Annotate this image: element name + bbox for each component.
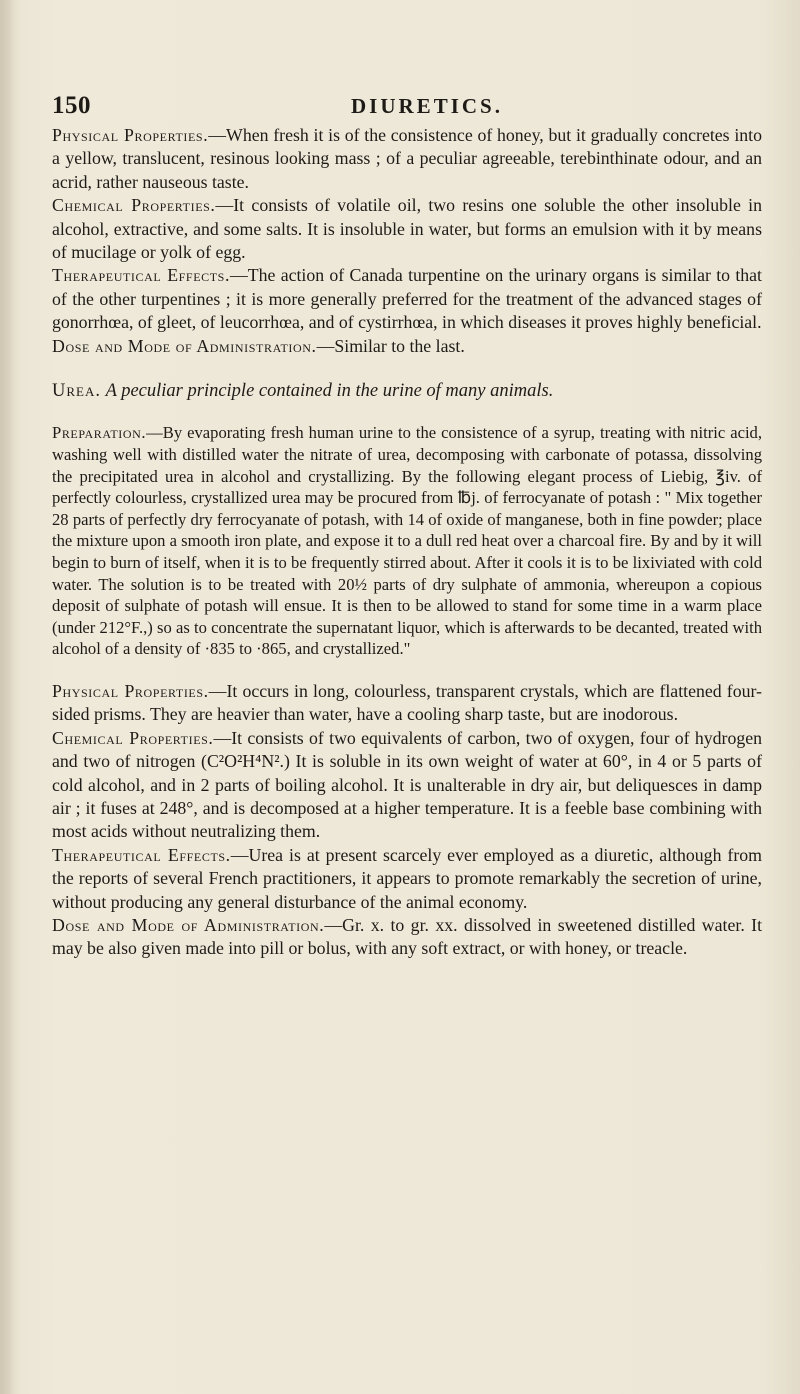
urea-title [52,380,762,403]
section-heading: Chemical Properties. [52,195,216,216]
urea-definition: A peculiar principle contained in the urine of many animals. [105,381,554,402]
section-text: —When fresh it is of the consistence of honey, but it gradually concretes into a yellow, translucent, resinous looking mass ; of a peculiar agreeable, terebinthinate odour, and an acrid, rather nauseous taste. [52,125,762,192]
section-heading: Chemical Properties. [52,727,214,748]
section-text: —It consists of two equivalents of carbon, two of oxygen, four of hydrogen and two of nitrogen (C²O²H⁴N².) It is soluble in its own weight of water at 60°, in 4 or 5 parts of cold alcohol, and in 2 parts of boiling alcohol. It is unalterable in dry air, but deliquesces in damp air ; it fuses at 248°, and is decomposed at a higher temperature. It is a feeble base combining with most acids without neutralizing them. [52,727,763,842]
section-heading: Physical Properties. [52,125,209,145]
section-text: —By evaporating fresh human urine to the consistence of a syrup, treating with nitric acid, washing well with distilled water the nitrate of urea, decomposing with carbonate of potassa, dissolving the precipitated urea in alcohol and crystallizing. By the following elegant process of Liebig, ℥iv. of perfectly colourless, crystallized urea may be procured from ℔j. of ferrocyanate of potash : " Mix together 28 parts of perfectly dry ferrocyanate of potash, with 14 of oxide of manganese, both in fine powder; place the mixture upon a smooth iron plate, and expose it to a dull red heat over a charcoal fire. By and by it will begin to burn of itself, when it is to be frequently stirred about. After it cools it is to be lixiviated with cold water. The solution is to be treated with 20½ parts of dry sulphate of ammonia, whereupon a copious deposit of sulphate of potash will ensue. It is then to be allowed to stand for some time in a warm place (under 212°F.,) so as to concentrate the supernatant liquor, which is afterwards to be decanted, treated with alcohol of a density of ·835 to ·865, and crystallized." [52,423,762,659]
urea-name: Urea. [52,381,101,402]
turpentine-therapeutical-effects [52,264,762,334]
turpentine-dose [52,335,762,358]
running-head-text: DIURETICS. [351,94,503,118]
section-heading: Dose and Mode of Administration. [52,335,317,356]
section-heading: Preparation. [52,423,147,443]
turpentine-chemical-properties [52,194,762,264]
section-text: —Urea is at present scarcely ever employed as a diuretic, although from the reports of several French practitioners, it appears to promote remarkably the secretion of urine, without producing any general disturbance of the animal economy. [52,844,762,912]
section-text: —The action of Canada turpentine on the urinary organs is similar to that of the other turpentines ; it is more generally preferred for the treatment of the advanced stages of gonorrhœa, of gleet, of leucorrhœa, and of cystirrhœa, in which diseases it proves highly beneficial. [52,265,763,333]
running-head [52,94,772,119]
urea-therapeutical-effects [52,844,762,914]
section-text: —It occurs in long, colourless, transparent crystals, which are flattened four-sided prisms. They are heavier than water, have a cooling sharp taste, but are inodorous. [52,681,762,725]
urea-physical-properties [52,680,762,727]
urea-preparation [52,422,762,660]
turpentine-physical-properties [52,124,762,194]
page-number: 150 [52,92,91,119]
section-heading: Physical Properties. [52,681,209,701]
urea-chemical-properties [52,727,762,844]
page-body [52,124,762,961]
section-heading: Therapeutical Effects. [52,844,231,865]
section-text: —Gr. x. to gr. xx. dissolved in sweetened distilled water. It may be also given made into pill or bolus, with any soft extract, or with honey, or treacle. [52,915,763,959]
urea-dose [52,914,762,961]
page-binding-shadow [0,0,14,1394]
section-text: —Similar to the last. [316,335,465,356]
section-heading: Therapeutical Effects. [52,265,230,286]
section-heading: Dose and Mode of Administration. [52,915,325,936]
section-text: —It consists of volatile oil, two resins one soluble the other insoluble in alcohol, extractive, and some salts. It is insoluble in water, but forms an emulsion with it by means of mucilage or yolk of egg. [52,195,762,263]
page-header [52,92,772,122]
